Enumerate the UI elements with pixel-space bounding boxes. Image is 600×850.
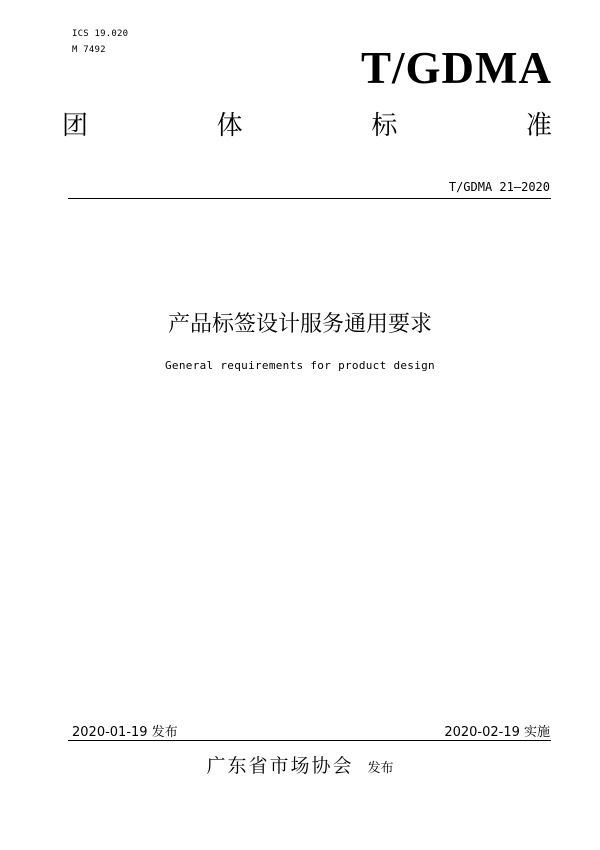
implementation-date: 2020-02-19 实施 [444,725,550,740]
standard-type-char: 标 [371,111,398,141]
document-title-chinese: 产品标签设计服务通用要求 [167,312,432,337]
publisher-line [0,757,600,776]
category-code: M 7492 [72,45,106,55]
standard-number: T/GDMA 21—2020 [448,180,550,194]
publisher-organization: 广东省市场协会 [206,755,354,777]
document-title-english: General requirements for product design [165,359,435,372]
publisher-issued-label: 发布 [367,761,394,776]
ics-code: ICS 19.020 [72,29,129,39]
standard-type-char: 准 [525,111,552,141]
standard-type-char: 团 [62,111,89,141]
standard-brand: T/GDMA [361,43,552,93]
standard-type-char: 体 [216,111,243,141]
bottom-divider [68,740,551,741]
standard-type-heading [62,113,552,139]
top-divider [68,198,551,199]
release-date: 2020-01-19 发布 [72,725,178,740]
